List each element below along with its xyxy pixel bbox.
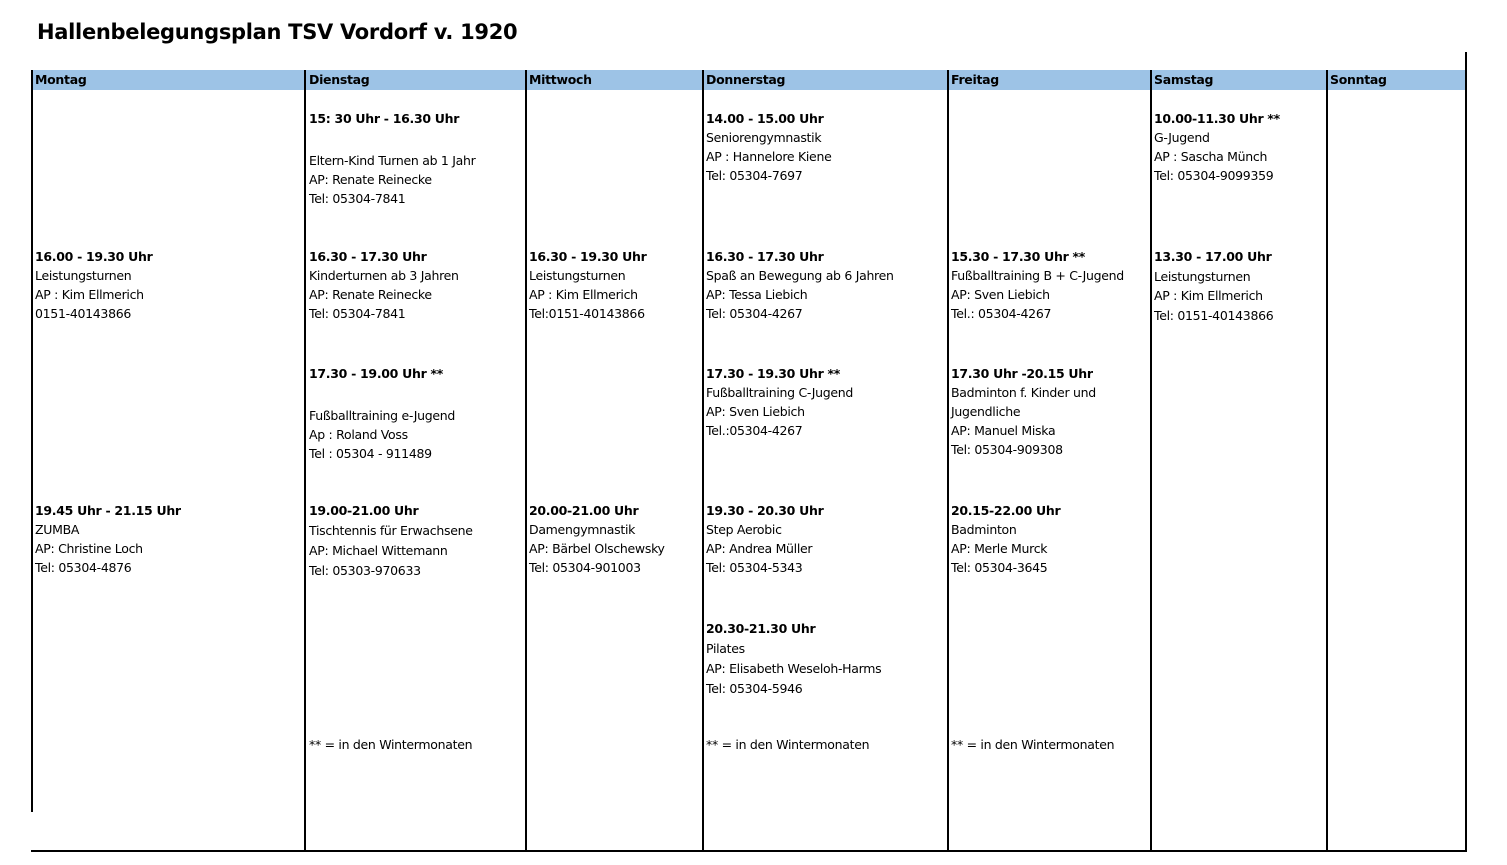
entry-time: 20.15-22.00 Uhr — [951, 503, 1061, 518]
entry-contact: AP: Bärbel Olschewsky — [529, 541, 665, 556]
entry-time: 15: 30 Uhr - 16.30 Uhr — [309, 111, 460, 126]
entry-contact: AP: Renate Reinecke — [309, 172, 432, 187]
schedule-entry — [35, 247, 152, 323]
entry-phone: Tel : 05304 - 911489 — [309, 446, 432, 461]
entry-time: 19.45 Uhr - 21.15 Uhr — [35, 503, 181, 518]
right-border — [1465, 52, 1467, 851]
schedule-entry — [529, 247, 646, 323]
entry-phone: Tel: 05304-7841 — [309, 191, 406, 206]
entry-activity: Spaß an Bewegung ab 6 Jahren — [706, 268, 894, 283]
entry-phone: Tel: 05304-3645 — [951, 560, 1048, 575]
entry-contact: AP : Kim Ellmerich — [1154, 288, 1263, 303]
entry-activity: Leistungsturnen — [1154, 268, 1251, 284]
entry-activity: Badminton f. Kinder und — [951, 385, 1096, 400]
entry-contact: AP: Michael Wittemann — [309, 543, 448, 558]
entry-activity: Seniorengymnastik — [706, 130, 822, 145]
day-header-samstag: Samstag — [1154, 72, 1214, 87]
column-divider — [702, 70, 704, 851]
entry-time: 16.30 - 19.30 Uhr — [529, 249, 647, 264]
day-header-donnerstag: Donnerstag — [706, 72, 786, 87]
entry-time: 20.00-21.00 Uhr — [529, 503, 639, 518]
entry-phone: Tel: 05304-4267 — [706, 306, 803, 321]
day-header-montag: Montag — [35, 72, 87, 87]
entry-contact: AP : Kim Ellmerich — [529, 287, 638, 302]
entry-activity: Pilates — [706, 641, 745, 656]
entry-contact: AP: Elisabeth Weseloh-Harms — [706, 661, 882, 676]
entry-phone: Tel.:05304-4267 — [706, 423, 803, 438]
schedule-entry — [309, 501, 473, 581]
entry-time: 10.00-11.30 Uhr ** — [1154, 111, 1280, 126]
entry-activity: ZUMBA — [35, 522, 80, 537]
schedule-entry — [951, 247, 1124, 323]
schedule-entry — [706, 109, 831, 185]
entry-contact: AP: Sven Liebich — [951, 287, 1050, 302]
entry-contact: AP: Andrea Müller — [706, 541, 813, 556]
schedule-entry — [951, 364, 1096, 459]
footnote-freitag: ** = in den Wintermonaten — [951, 737, 1115, 752]
entry-phone: Tel: 05303-970633 — [309, 563, 421, 578]
entry-activity: Fußballtraining B + C-Jugend — [951, 268, 1124, 283]
entry-time: 19.30 - 20.30 Uhr — [706, 503, 824, 518]
entry-time: 16.00 - 19.30 Uhr — [35, 249, 153, 264]
entry-activity: G-Jugend — [1154, 130, 1210, 145]
entry-contact: AP: Manuel Miska — [951, 423, 1056, 438]
bottom-border — [31, 850, 1467, 852]
footnote-donnerstag: ** = in den Wintermonaten — [706, 737, 870, 752]
schedule-entry — [1154, 247, 1273, 325]
entry-contact: AP: Christine Loch — [35, 541, 143, 556]
entry-time: 17.30 Uhr -20.15 Uhr — [951, 366, 1093, 381]
entry-phone: Tel: 05304-9099359 — [1154, 168, 1274, 183]
entry-activity: Kinderturnen ab 3 Jahren — [309, 268, 459, 283]
entry-activity: Leistungsturnen — [35, 268, 132, 283]
entry-activity: Eltern-Kind Turnen ab 1 Jahr — [309, 153, 476, 168]
footnote-dienstag: ** = in den Wintermonaten — [309, 737, 473, 752]
schedule-entry — [706, 501, 823, 577]
entry-time: 16.30 - 17.30 Uhr — [706, 249, 824, 264]
schedule-entry — [951, 501, 1060, 577]
column-divider — [947, 70, 949, 851]
entry-activity: Damengymnastik — [529, 522, 636, 537]
schedule-entry — [35, 501, 181, 577]
entry-time: 19.00-21.00 Uhr — [309, 503, 419, 518]
entry-time: 13.30 - 17.00 Uhr — [1154, 249, 1272, 264]
column-divider — [1150, 70, 1152, 851]
entry-activity: Tischtennis für Erwachsene — [309, 523, 473, 538]
column-divider — [1326, 70, 1328, 851]
entry-phone: Tel.: 05304-4267 — [951, 306, 1052, 321]
entry-phone: Tel: 05304-5946 — [706, 681, 803, 696]
entry-contact: AP : Kim Ellmerich — [35, 287, 144, 302]
entry-time: 20.30-21.30 Uhr — [706, 621, 816, 636]
entry-contact: AP : Hannelore Kiene — [706, 149, 832, 164]
entry-time: 14.00 - 15.00 Uhr — [706, 111, 824, 126]
entry-activity: Fußballtraining C-Jugend — [706, 385, 854, 400]
entry-phone: Tel:0151-40143866 — [529, 306, 645, 321]
entry-phone: Tel: 05304-7841 — [309, 306, 406, 321]
schedule-entry — [529, 501, 665, 577]
entry-phone: Tel: 0151-40143866 — [1154, 307, 1274, 323]
day-header-mittwoch: Mittwoch — [529, 72, 592, 87]
entry-time: 17.30 - 19.00 Uhr ** — [309, 366, 443, 381]
entry-phone: Tel: 05304-7697 — [706, 168, 803, 183]
entry-contact: AP: Renate Reinecke — [309, 287, 432, 302]
schedule-entry — [706, 247, 894, 323]
entry-contact: AP : Sascha Münch — [1154, 149, 1268, 164]
day-header-sonntag: Sonntag — [1330, 72, 1387, 87]
schedule-entry — [1154, 109, 1280, 185]
entry-activity-cont: Jugendliche — [951, 404, 1021, 419]
schedule-entry — [309, 109, 475, 208]
entry-phone: Tel: 05304-901003 — [529, 560, 641, 575]
entry-activity: Fußballtraining e-Jugend — [309, 408, 456, 423]
entry-phone: 0151-40143866 — [35, 306, 132, 321]
entry-contact: AP: Tessa Liebich — [706, 287, 808, 302]
column-divider — [525, 70, 527, 851]
entry-activity: Leistungsturnen — [529, 268, 626, 283]
entry-time: 16.30 - 17.30 Uhr — [309, 249, 427, 264]
column-divider — [31, 70, 33, 812]
entry-contact: Ap : Roland Voss — [309, 427, 408, 442]
schedule-entry — [706, 364, 853, 440]
entry-phone: Tel: 05304-4876 — [35, 560, 132, 575]
schedule-entry — [706, 619, 881, 699]
entry-contact: AP: Merle Murck — [951, 541, 1048, 556]
day-header-dienstag: Dienstag — [309, 72, 370, 87]
schedule-entry — [309, 247, 459, 323]
entry-time: 15.30 - 17.30 Uhr ** — [951, 249, 1085, 264]
day-header-freitag: Freitag — [951, 72, 999, 87]
entry-phone: Tel: 05304-909308 — [951, 442, 1063, 457]
entry-activity: Badminton — [951, 522, 1017, 537]
entry-phone: Tel: 05304-5343 — [706, 560, 803, 575]
schedule-entry — [309, 364, 455, 463]
page-title: Hallenbelegungsplan TSV Vordorf v. 1920 — [37, 20, 518, 44]
entry-contact: AP: Sven Liebich — [706, 404, 805, 419]
column-divider — [304, 70, 306, 851]
entry-time: 17.30 - 19.30 Uhr ** — [706, 366, 840, 381]
entry-activity: Step Aerobic — [706, 522, 782, 537]
